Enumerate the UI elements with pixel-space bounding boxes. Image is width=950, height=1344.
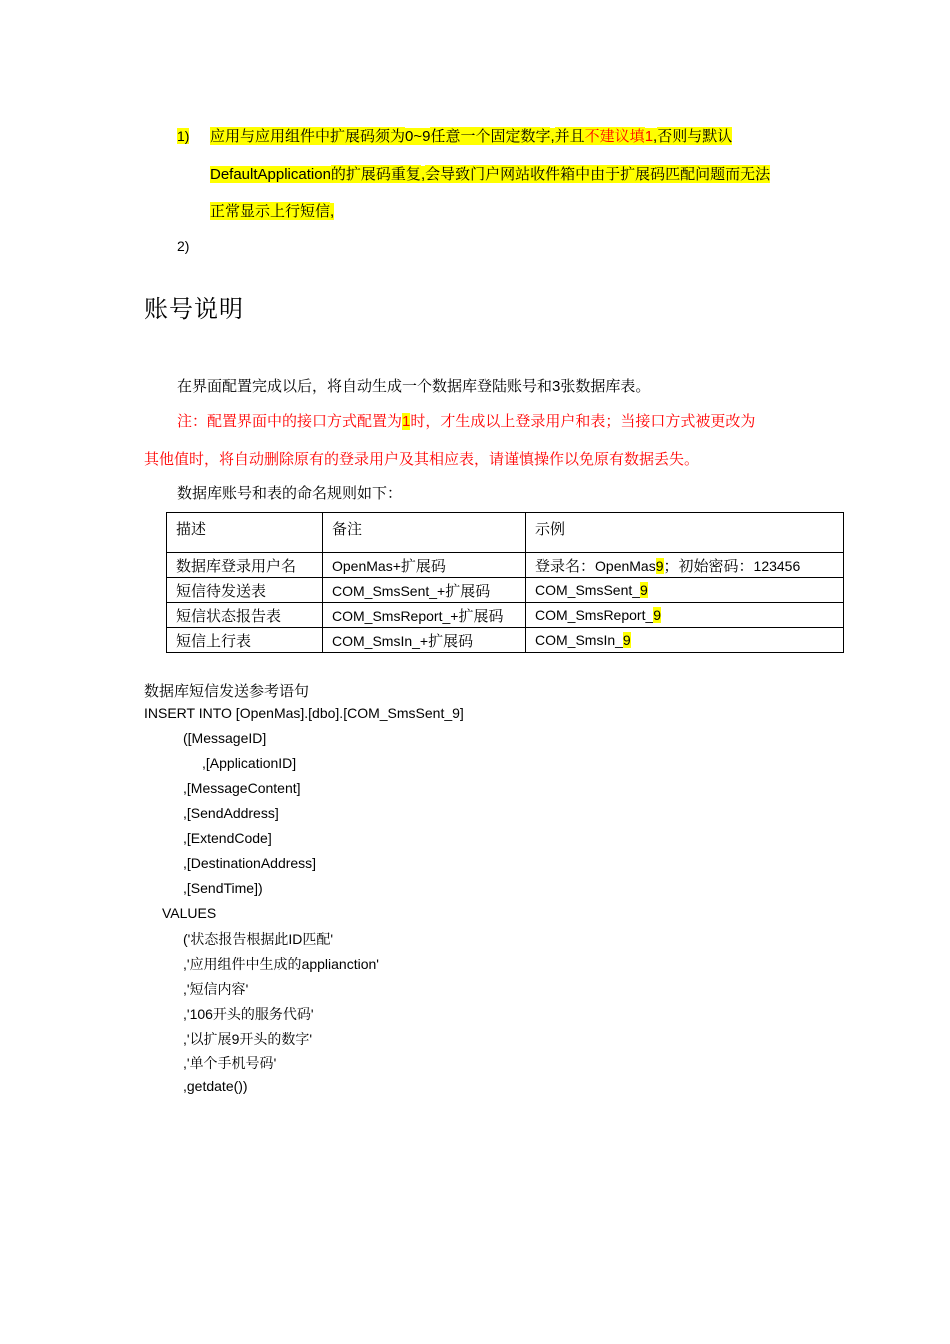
sql-column-line: ,[SendAddress] <box>183 805 279 821</box>
table-cell: 短信待发送表 <box>167 578 323 603</box>
code-text: 应用组件中生成的 <box>189 957 302 973</box>
sql-title: 数据库短信发送参考语句 <box>144 682 310 700</box>
table-cell: 短信状态报告表 <box>167 603 323 628</box>
table-cell <box>526 603 844 628</box>
table-cell <box>526 628 844 653</box>
list-text: 正常显示上行短信 <box>210 202 331 220</box>
cell-text: COM_SmsSent_ <box>535 582 641 598</box>
table-header-cell: 备注 <box>323 513 526 553</box>
table-cell: 短信上行表 <box>167 628 323 653</box>
table-row <box>167 553 844 578</box>
code-text: applianction' <box>301 956 379 972</box>
table-header-row <box>167 513 844 553</box>
naming-rules-table <box>166 512 844 653</box>
table-header-cell: 示例 <box>526 513 844 553</box>
cell-highlight: 9 <box>640 582 648 598</box>
code-text: ID <box>288 931 303 947</box>
sql-column-line: ,[ApplicationID] <box>202 755 297 771</box>
table-header-cell: 描述 <box>167 513 323 553</box>
cell-highlight: 9 <box>622 632 631 648</box>
list-text: , <box>653 128 658 145</box>
table-row <box>167 628 844 653</box>
cell-text: 扩展码 <box>428 631 474 650</box>
code-text: 短信内容 <box>189 982 246 998</box>
cell-text: 扩展码 <box>445 581 491 600</box>
list-number-1: 1) <box>177 128 190 144</box>
code-text: (' <box>183 931 191 947</box>
code-text: 9 <box>231 1031 240 1047</box>
list-item-1-line-1 <box>210 127 732 146</box>
code-text: ,'106 <box>183 1006 213 1022</box>
cell-text: COM_SmsSent_+ <box>332 582 446 599</box>
naming-rules-intro: 数据库账号和表的命名规则如下： <box>177 484 403 502</box>
sql-column-line: ,[DestinationAddress] <box>183 855 317 871</box>
table-cell <box>323 603 526 628</box>
sql-column-line: ,[ExtendCode] <box>183 830 272 846</box>
code-text: ' <box>330 931 334 947</box>
sql-column-line: ([MessageID] <box>183 730 267 746</box>
code-text: ' <box>245 981 249 997</box>
list-text: 0~9 <box>405 128 431 145</box>
list-text: 应用与应用组件中扩展码须为 <box>210 127 406 145</box>
note-text: 注：配置界面中的接口方式配置为 <box>177 412 403 430</box>
code-text: ,' <box>183 956 190 972</box>
sql-insert-line: INSERT INTO [OpenMas].[dbo].[COM_SmsSent_9] <box>144 705 464 721</box>
paragraph-text: 在界面配置完成以后，将自动生成一个数据库登陆账号和 <box>177 377 553 395</box>
code-text: ,' <box>183 1055 190 1071</box>
cell-text: ；初始密码： <box>663 556 754 575</box>
table-cell <box>323 628 526 653</box>
list-text: , <box>550 128 555 145</box>
cell-highlight: 9 <box>653 607 662 623</box>
note-text: 时，才生成以上登录用户和表；当接口方式被更改为 <box>410 412 756 430</box>
note-paragraph-line-2: 其他值时，将自动删除原有的登录用户及其相应表，请谨慎操作以免原有数据丢失。 <box>144 450 700 468</box>
sql-values-keyword: VALUES <box>162 905 217 921</box>
code-text: ,' <box>183 1031 190 1047</box>
list-text: 并且 <box>554 127 585 145</box>
note-number: 1 <box>402 413 411 430</box>
cell-text: COM_SmsReport_+ <box>332 607 459 624</box>
list-text: , <box>420 166 426 183</box>
code-text: ' <box>273 1055 277 1071</box>
note-paragraph-line-1 <box>177 410 755 431</box>
cell-text: 登录名： <box>535 556 596 575</box>
list-text: 否则与默认 <box>657 127 733 145</box>
list-text-warning: 1 <box>644 128 654 145</box>
table-row <box>167 603 844 628</box>
paragraph-text: 3 <box>552 378 561 395</box>
table-cell <box>526 553 844 578</box>
code-text: 单个手机号码 <box>189 1056 274 1072</box>
sql-column-line: ,[MessageContent] <box>183 780 301 796</box>
list-number-2: 2) <box>177 238 190 254</box>
sql-value-line <box>183 1004 314 1024</box>
sql-value-line <box>183 979 248 999</box>
sql-value-line <box>183 929 333 949</box>
list-text: 的扩展码重复 <box>330 165 421 183</box>
code-text: ' <box>310 1006 314 1022</box>
sql-value-line <box>183 1053 276 1073</box>
cell-text: 123456 <box>753 557 801 574</box>
code-text: 以扩展 <box>189 1032 232 1048</box>
table-cell: 数据库登录用户名 <box>167 553 323 578</box>
cell-text: OpenMas <box>595 557 656 574</box>
table-cell <box>323 578 526 603</box>
code-text: ' <box>309 1031 313 1047</box>
sql-column-line: ,[SendTime]) <box>183 880 263 896</box>
list-text: , <box>330 203 335 220</box>
code-text: ,' <box>183 981 190 997</box>
cell-text: 扩展码 <box>458 606 504 625</box>
list-text: DefaultApplication <box>210 166 331 183</box>
sql-value-line <box>183 954 379 974</box>
paragraph-text: 张数据库表。 <box>560 377 651 395</box>
sql-value-line <box>183 1029 312 1049</box>
table-cell <box>526 578 844 603</box>
code-text: 状态报告根据此 <box>190 932 289 948</box>
sql-value-line: ,getdate()) <box>183 1078 248 1094</box>
code-text: 匹配 <box>302 932 331 948</box>
list-text: 会导致门户网站收件箱中由于扩展码匹配问题而无法 <box>425 165 771 183</box>
table-cell <box>323 553 526 578</box>
list-item-1-line-2 <box>210 165 770 184</box>
table-row <box>167 578 844 603</box>
cell-text: 扩展码 <box>400 556 446 575</box>
cell-text: OpenMas+ <box>332 557 401 574</box>
list-text-warning: 不建议填 <box>584 127 645 145</box>
code-text: 开头的服务代码 <box>212 1007 311 1023</box>
section-heading: 账号说明 <box>144 295 244 323</box>
intro-paragraph <box>177 375 650 396</box>
cell-highlight: 9 <box>655 557 664 574</box>
cell-text: COM_SmsReport_ <box>535 607 654 623</box>
cell-text: COM_SmsIn_+ <box>332 632 429 649</box>
list-text: 任意一个固定数字 <box>430 127 551 145</box>
cell-text: COM_SmsIn_ <box>535 632 623 648</box>
list-item-1-line-3 <box>210 202 334 221</box>
code-text: 开头的数字 <box>239 1032 310 1048</box>
